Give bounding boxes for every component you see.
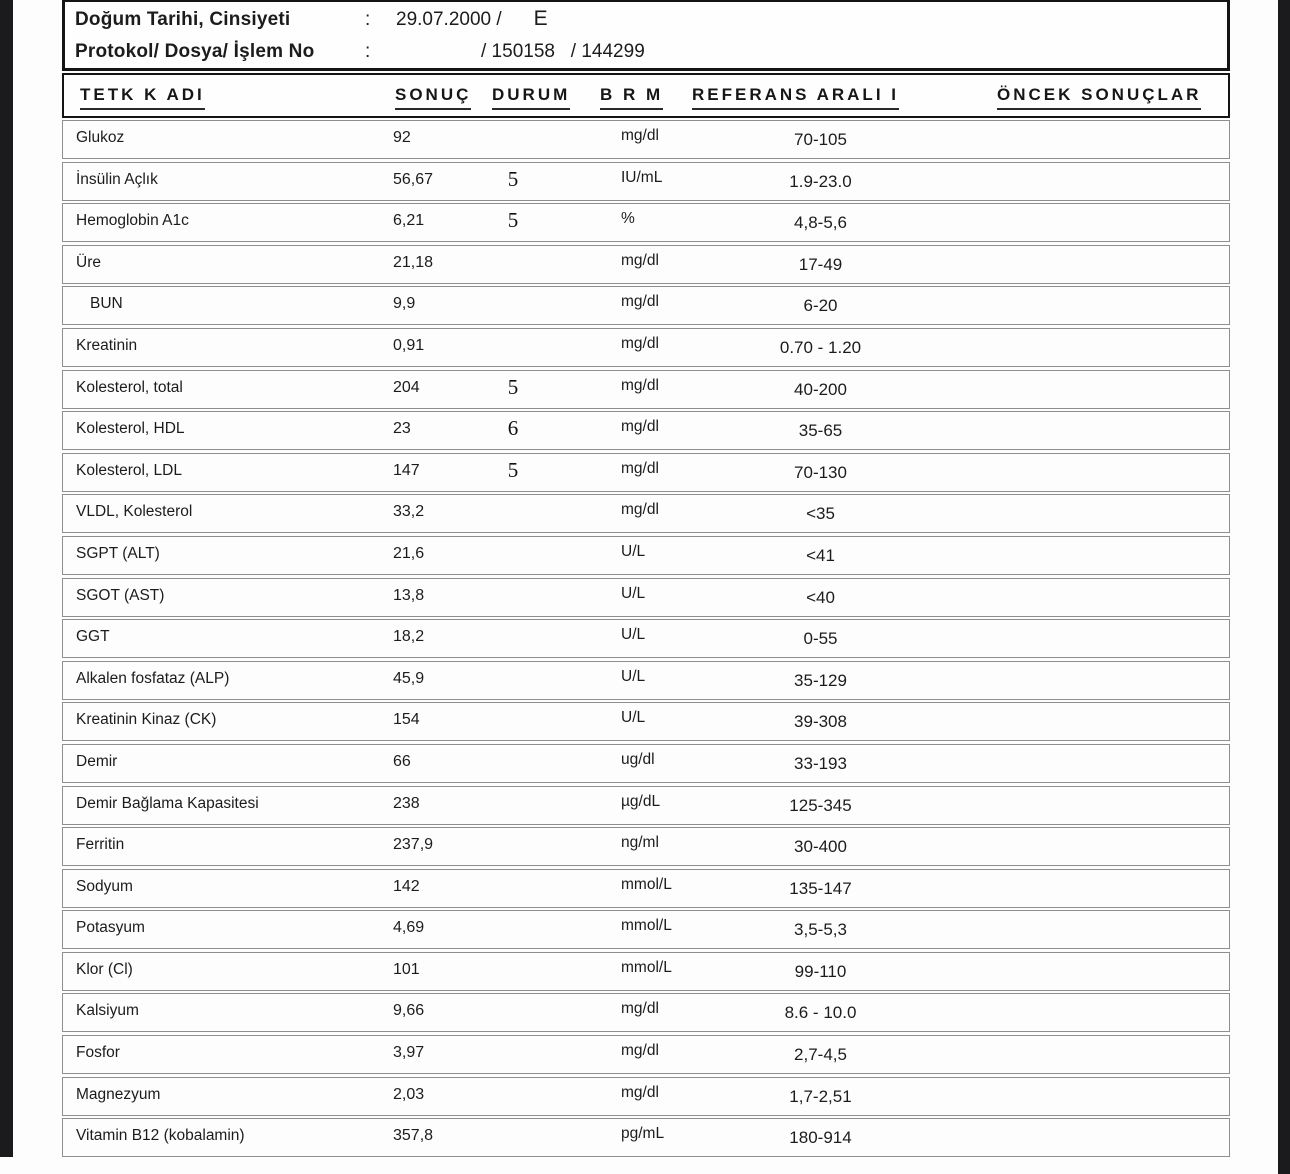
result-value: 21,6 — [393, 544, 425, 562]
test-name: Klor (Cl) — [76, 960, 133, 978]
test-name: SGOT (AST) — [76, 586, 165, 604]
status-flag: 5 — [507, 374, 519, 399]
result-value: 33,2 — [393, 503, 425, 521]
reference-range: <40 — [806, 587, 835, 607]
unit-label: pg/mL — [621, 1125, 665, 1143]
table-row — [62, 162, 1230, 201]
test-name: Üre — [76, 253, 101, 271]
test-name: Glukoz — [76, 129, 125, 146]
result-value: 9,66 — [393, 1002, 425, 1020]
unit-label: mg/dl — [621, 418, 659, 436]
reference-range: <41 — [806, 545, 835, 565]
unit-label: mg/dl — [621, 1083, 659, 1101]
status-flag: 6 — [507, 416, 519, 441]
table-row — [62, 702, 1230, 741]
test-name: Demir — [76, 752, 118, 770]
table-row — [62, 245, 1230, 284]
test-name: Kolesterol, total — [76, 378, 183, 396]
unit-label: mmol/L — [621, 917, 672, 935]
result-value: 4,69 — [393, 919, 425, 937]
reference-range: 135-147 — [789, 878, 852, 898]
unit-label: % — [621, 210, 635, 228]
table-row — [62, 328, 1230, 367]
reference-range: 1,7-2,51 — [789, 1086, 852, 1106]
test-name: Sodyum — [76, 877, 133, 895]
test-name: Kolesterol, HDL — [76, 420, 185, 438]
table-row — [62, 827, 1230, 866]
reference-range: 17-49 — [798, 254, 843, 274]
status-flag: 5 — [507, 208, 519, 233]
unit-label: U/L — [621, 626, 646, 644]
table-row — [62, 536, 1230, 575]
gender-value: E — [533, 7, 548, 30]
test-name: Potasyum — [76, 919, 145, 937]
unit-label: ug/dl — [621, 750, 655, 768]
separator-colon: : — [365, 41, 371, 62]
table-row — [62, 578, 1230, 617]
table-header-box — [62, 73, 1230, 118]
reference-range: 3,5-5,3 — [794, 920, 847, 940]
unit-label: ng/ml — [621, 834, 659, 852]
test-name: Vitamin B12 (kobalamin) — [76, 1127, 245, 1145]
left-black-bar — [0, 0, 13, 1157]
result-value: 66 — [393, 752, 411, 770]
birthdate-value: 29.07.2000 / — [396, 9, 502, 30]
unit-label: mg/dl — [621, 334, 659, 352]
column-header-result: SONUÇ — [395, 85, 471, 110]
test-name: Kolesterol, LDL — [76, 461, 182, 479]
test-name: Fosfor — [76, 1044, 120, 1062]
unit-label: mg/dl — [621, 1042, 659, 1060]
unit-label: mg/dl — [621, 251, 659, 269]
result-value: 2,03 — [393, 1085, 425, 1103]
unit-label: U/L — [621, 542, 646, 560]
table-row — [62, 910, 1230, 949]
table-row — [62, 869, 1230, 908]
birthdate-gender-row — [75, 7, 1219, 31]
test-name: Alkalen fosfataz (ALP) — [76, 669, 230, 687]
result-value: 101 — [393, 960, 420, 978]
result-value: 238 — [393, 794, 420, 812]
table-row — [62, 952, 1230, 991]
result-value: 0,91 — [393, 336, 425, 354]
result-value: 13,8 — [393, 586, 425, 604]
status-flag: 5 — [507, 166, 519, 191]
unit-label: mg/dl — [621, 459, 659, 477]
result-value: 357,8 — [393, 1127, 434, 1145]
test-name: Demir Bağlama Kapasitesi — [76, 794, 259, 812]
table-row — [62, 1035, 1230, 1074]
table-row — [62, 993, 1230, 1032]
table-row — [62, 120, 1230, 159]
unit-label: mg/dl — [621, 127, 659, 144]
result-value: 56,67 — [393, 170, 434, 188]
test-name: İnsülin Açlık — [76, 170, 158, 188]
column-header-status: DURUM — [492, 85, 570, 110]
results-table — [62, 120, 1230, 1160]
test-name: Kreatinin Kinaz (CK) — [76, 711, 217, 729]
result-value: 45,9 — [393, 669, 425, 687]
table-row — [62, 370, 1230, 409]
reference-range: 0.70 - 1.20 — [779, 337, 862, 357]
table-row — [62, 744, 1230, 783]
reference-range: 39-308 — [794, 712, 847, 732]
reference-range: 180-914 — [789, 1128, 852, 1148]
table-row — [62, 411, 1230, 450]
protocol-label: Protokol/ Dosya/ İşlem No — [75, 41, 315, 62]
reference-range: 70-130 — [794, 462, 847, 482]
result-value: 154 — [393, 711, 420, 729]
reference-range: <35 — [806, 504, 835, 524]
unit-label: µg/dL — [621, 792, 661, 810]
reference-range: 2,7-4,5 — [794, 1045, 847, 1065]
status-flag: 5 — [507, 457, 519, 482]
unit-label: mg/dl — [621, 501, 659, 519]
result-value: 21,18 — [393, 253, 434, 271]
test-name: Magnezyum — [76, 1085, 161, 1103]
column-header-test-name: TETK K ADI — [80, 85, 205, 110]
right-black-bar — [1278, 0, 1290, 1174]
table-row — [62, 661, 1230, 700]
table-row — [62, 203, 1230, 242]
reference-range: 35-65 — [798, 421, 843, 441]
result-value: 237,9 — [393, 836, 434, 854]
separator-colon: : — [365, 9, 371, 30]
column-header-reference-range: REFERANS ARALI I — [692, 85, 899, 110]
table-row — [62, 1077, 1230, 1116]
reference-range: 35-129 — [794, 670, 847, 690]
protocol-number-row — [75, 41, 1219, 63]
table-row — [62, 1118, 1230, 1157]
unit-label: mmol/L — [621, 875, 672, 893]
patient-info-box — [62, 0, 1230, 71]
unit-label: mg/dl — [621, 1000, 659, 1018]
result-value: 147 — [393, 461, 420, 479]
result-value: 9,9 — [393, 295, 416, 313]
result-value: 23 — [393, 420, 411, 438]
unit-label: mg/dl — [621, 293, 659, 311]
reference-range: 125-345 — [789, 795, 852, 815]
reference-range: 4,8-5,6 — [794, 213, 847, 233]
unit-label: mmol/L — [621, 958, 672, 976]
unit-label: U/L — [621, 709, 646, 727]
test-name: Kalsiyum — [76, 1002, 139, 1020]
table-row — [62, 286, 1230, 325]
table-row — [62, 619, 1230, 658]
reference-range: 0-55 — [803, 629, 838, 649]
column-header-unit: B R M — [600, 85, 663, 110]
birthdate-gender-label: Doğum Tarihi, Cinsiyeti — [75, 9, 291, 30]
test-name: Hemoglobin A1c — [76, 212, 189, 230]
test-name: Ferritin — [76, 836, 125, 854]
test-name: BUN — [90, 295, 123, 313]
result-value: 204 — [393, 378, 420, 396]
reference-range: 70-105 — [794, 130, 847, 149]
reference-range: 8.6 - 10.0 — [784, 1003, 857, 1023]
reference-range: 33-193 — [794, 753, 847, 773]
protocol-value: / 150158 / 144299 — [481, 41, 645, 62]
result-value: 3,97 — [393, 1044, 425, 1062]
result-value: 142 — [393, 877, 420, 895]
table-row — [62, 453, 1230, 492]
test-name: VLDL, Kolesterol — [76, 503, 193, 521]
table-row — [62, 786, 1230, 825]
reference-range: 1.9-23.0 — [789, 171, 852, 191]
reference-range: 6-20 — [803, 296, 838, 316]
reference-range: 40-200 — [794, 379, 847, 399]
table-row — [62, 494, 1230, 533]
test-name: GGT — [76, 628, 110, 646]
result-value: 18,2 — [393, 628, 425, 646]
reference-range: 30-400 — [794, 837, 847, 857]
column-header-previous-results: ÖNCEK SONUÇLAR — [997, 85, 1201, 110]
test-name: SGPT (ALT) — [76, 544, 160, 562]
unit-label: U/L — [621, 667, 646, 685]
result-value: 92 — [393, 129, 411, 146]
reference-range: 99-110 — [794, 961, 847, 981]
result-value: 6,21 — [393, 212, 425, 230]
unit-label: IU/mL — [621, 168, 663, 186]
unit-label: U/L — [621, 584, 646, 602]
test-name: Kreatinin — [76, 336, 138, 354]
unit-label: mg/dl — [621, 376, 659, 394]
